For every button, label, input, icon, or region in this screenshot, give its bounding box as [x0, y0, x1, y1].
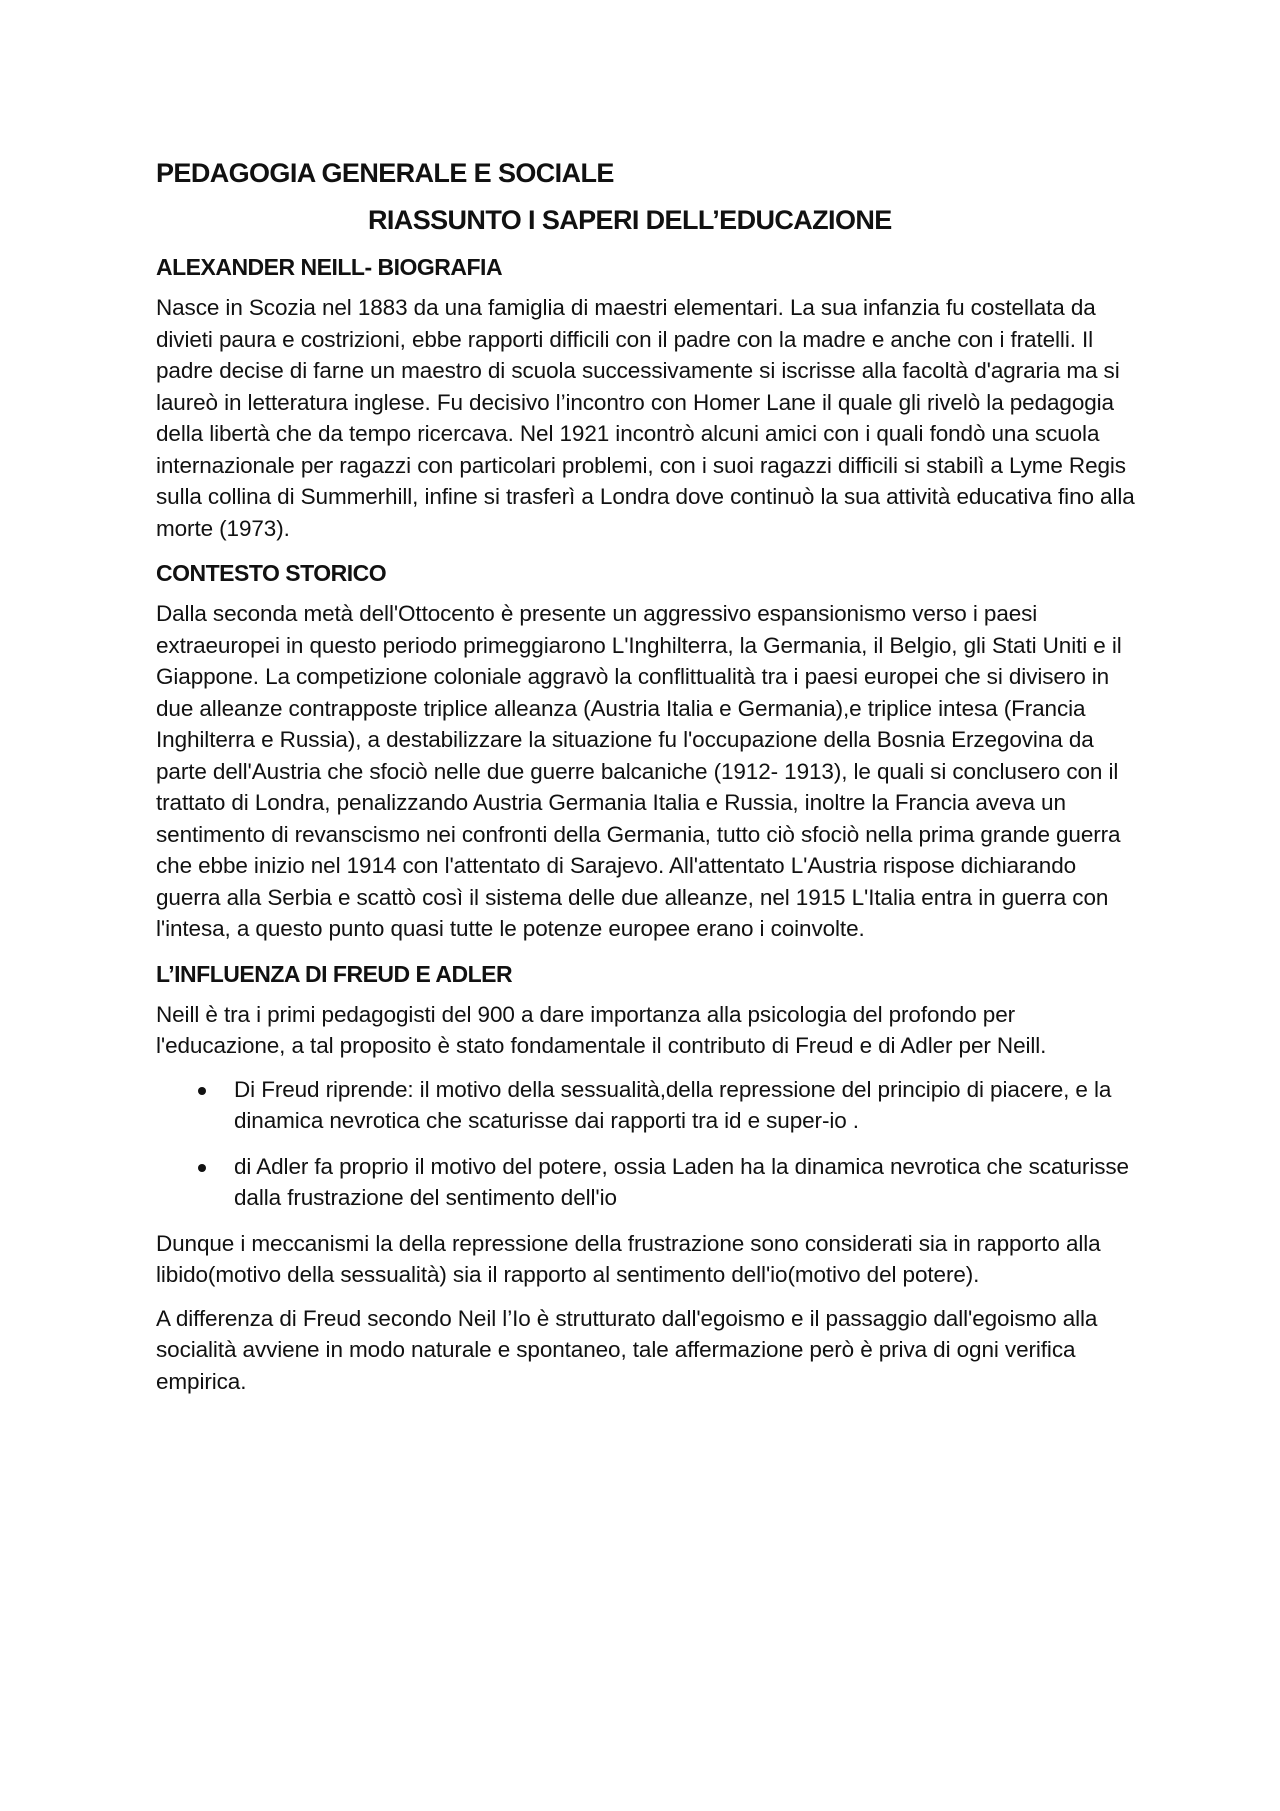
- bullet-text: Di Freud riprende: il motivo della sessualità,della repressione del principio di piacere, e la dinamica nevrotica che scaturisse dai rapporti tra id e super-io .: [234, 1076, 1112, 1133]
- paragraph: Nasce in Scozia nel 1883 da una famiglia di maestri elementari. La sua infanzia fu costellata da divieti paura e costrizioni, ebbe rapporti difficili con il padre con la madre e anche con i fratelli. Il padre decise di farne un maestro di scuola successivamente si iscrisse alla facoltà d'agraria ma si laureò in letteratura inglese. Fu decisivo l’incontro con Homer Lane il quale gli rivelò la pedagogia della libertà che da tempo ricercava. Nel 1921 incontrò alcuni amici con i quali fondò una scuola internazionale per ragazzi con particolari problemi, con i suoi ragazzi difficili si stabilì a Lyme Regis sulla collina di Summerhill, infine si trasferì a Londra dove continuò la sua attività educativa fino alla morte (1973).: [156, 295, 1135, 541]
- bullet-icon: [198, 1164, 206, 1172]
- paragraph: Neill è tra i primi pedagogisti del 900 a dare importanza alla psicologia del profondo per l'educazione, a tal proposito è stato fondamentale il contributo di Freud e di Adler per Neill.: [156, 1001, 1047, 1058]
- section-influenza-freud-adler: [156, 957, 1146, 1398]
- document-subtitle: RIASSUNTO I SAPERI DELL’EDUCAZIONE: [368, 205, 892, 235]
- section-heading: ALEXANDER NEILL- BIOGRAFIA: [156, 254, 503, 280]
- bullet-icon: [198, 1087, 206, 1095]
- section-contesto-storico: [156, 556, 1146, 945]
- bullet-list: [156, 1074, 1146, 1214]
- bullet-text: di Adler fa proprio il motivo del potere, ossia Laden ha la dinamica nevrotica che scaturisse dalla frustrazione del sentimento dell'io: [234, 1153, 1129, 1210]
- document-title: PEDAGOGIA GENERALE E SOCIALE: [156, 158, 614, 188]
- document-page: [156, 150, 1146, 1409]
- section-heading: CONTESTO STORICO: [156, 560, 387, 586]
- bullet-item: [156, 1151, 1146, 1214]
- paragraph: A differenza di Freud secondo Neil l’Io è strutturato dall'egoismo e il passaggio dall'egoismo alla socialità avviene in modo naturale e spontaneo, tale affermazione però è priva di ogni verifica empirica.: [156, 1305, 1098, 1394]
- bullet-item: [156, 1074, 1146, 1137]
- paragraph: Dunque i meccanismi la della repressione della frustrazione sono considerati sia in rapporto alla libido(motivo della sessualità) sia il rapporto al sentimento dell'io(motivo del potere).: [156, 1230, 1101, 1287]
- section-heading: L’INFLUENZA DI FREUD E ADLER: [156, 960, 513, 987]
- section-biografia: [156, 250, 1146, 544]
- paragraph: Dalla seconda metà dell'Ottocento è presente un aggressivo espansionismo verso i paesi extraeuropei in questo periodo primeggiarono L'Inghilterra, la Germania, il Belgio, gli Stati Uniti e il Giappone. La competizione coloniale aggravò la conflittualità tra i paesi europei che si divisero in due alleanze contrapposte triplice alleanza (Austria Italia e Germania),e triplice intesa (Francia Inghilterra e Russia), a destabilizzare la situazione fu l'occupazione della Bosnia Erzegovina da parte dell'Austria che sfociò nelle due guerre balcaniche (1912- 1913), le quali si conclusero con il trattato di Londra, penalizzando Austria Germania Italia e Russia, inoltre la Francia aveva un sentimento di revanscismo nei confronti della Germania, tutto ciò sfociò nella prima grande guerra che ebbe inizio nel 1914 con l'attentato di Sarajevo. All'attentato L'Austria rispose dichiarando guerra alla Serbia e scattò così il sistema delle due alleanze, nel 1915 L'Italia entra in guerra con l'intesa, a questo punto quasi tutte le potenze europee erano i coinvolte.: [156, 601, 1122, 941]
